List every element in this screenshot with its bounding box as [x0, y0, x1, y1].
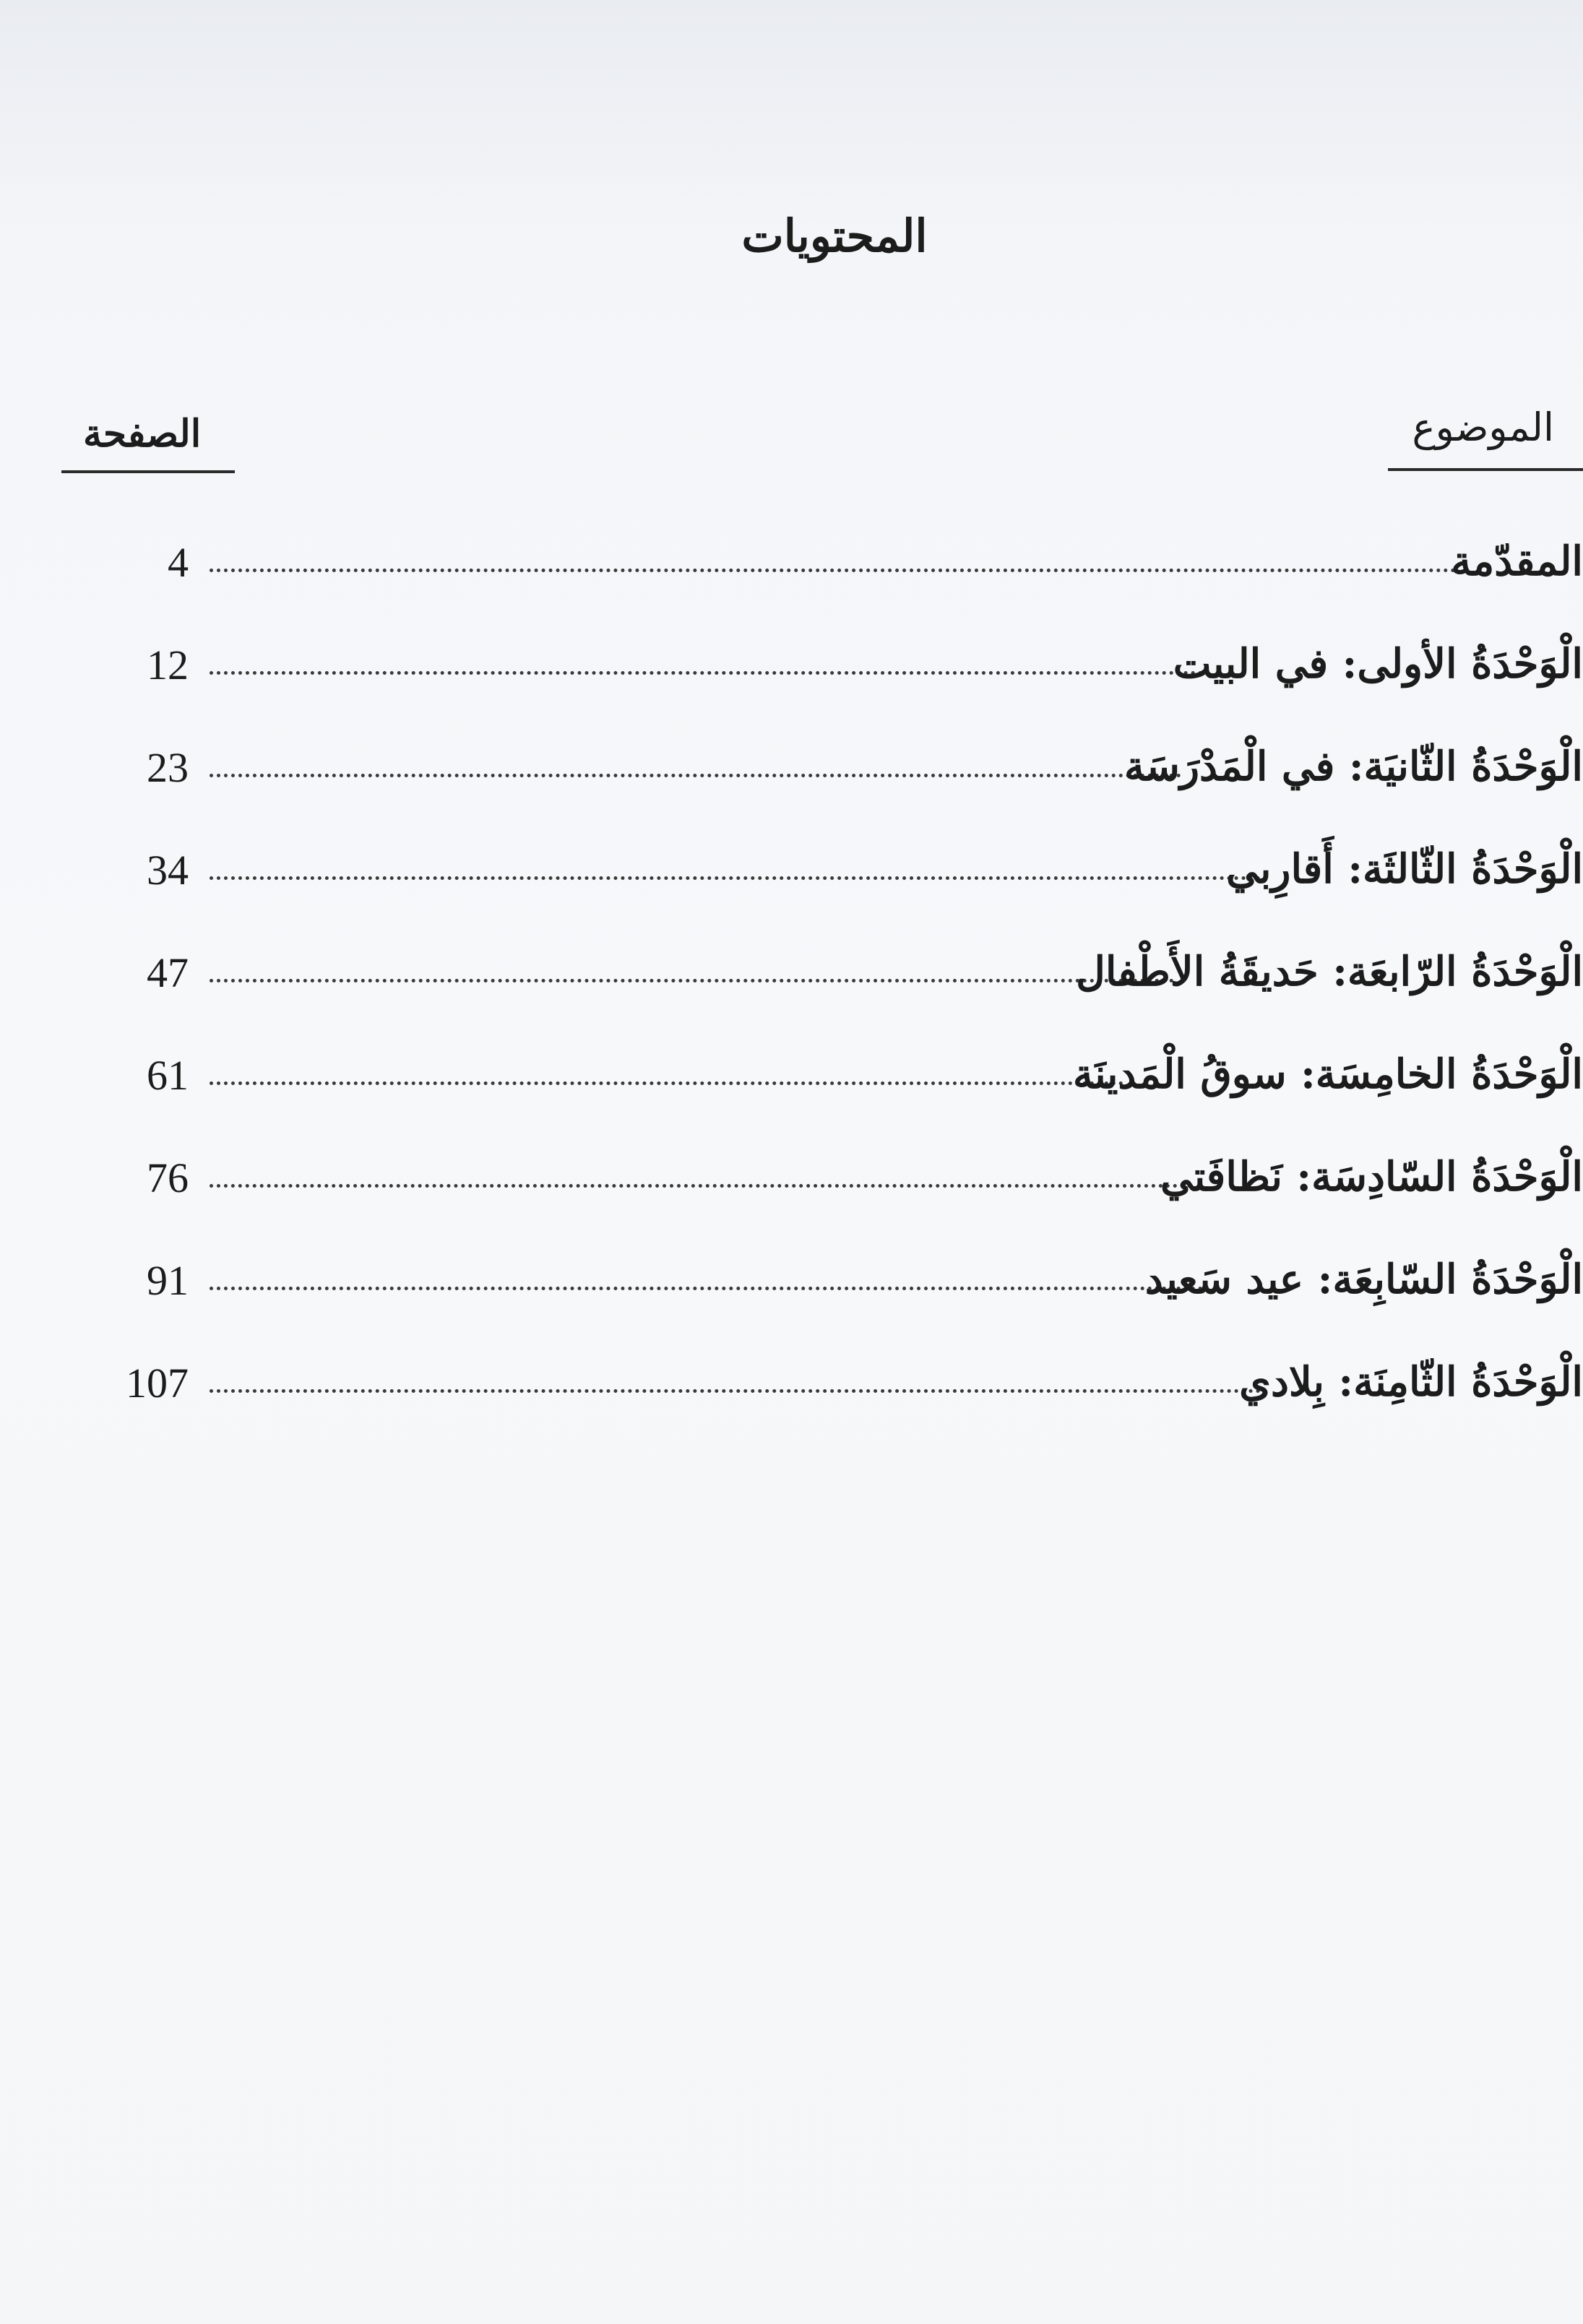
toc-entry-unit-2[interactable]: [0, 711, 1583, 798]
toc-page-number: 34: [147, 847, 189, 894]
toc-entry-title: الْوَحْدَةُ السّابِعَة: عيد سَعيد: [1144, 1256, 1583, 1303]
toc-leader-dots: [210, 876, 1268, 880]
toc-entry-title: الْوَحْدَةُ السّادِسَة: نَظافَتي: [1160, 1153, 1583, 1201]
toc-page-number: 4: [168, 539, 189, 586]
toc-entry-unit-1[interactable]: [0, 608, 1583, 695]
toc-page-number: 47: [147, 949, 189, 996]
toc-entry-unit-7[interactable]: [0, 1224, 1583, 1310]
toc-leader-dots: [210, 671, 1210, 675]
toc-page-number: 91: [147, 1257, 189, 1304]
toc-page-number: 12: [147, 642, 189, 688]
toc-entry-title: الْوَحْدَةُ الثّامِنَة: بِلادي: [1239, 1358, 1583, 1406]
toc-entry-introduction[interactable]: [0, 506, 1583, 592]
page-header-underline: [61, 470, 235, 473]
page-title: المحتويات: [741, 209, 928, 262]
toc-entry-title: الْوَحْدَةُ الخامِسَة: سوقُ الْمَدينَة: [1072, 1050, 1583, 1098]
toc-page-number: 107: [126, 1360, 189, 1407]
toc-leader-dots: [210, 1081, 1123, 1085]
toc-page-number: 23: [147, 744, 189, 791]
toc-entry-unit-8[interactable]: [0, 1326, 1583, 1413]
toc-leader-dots: [210, 979, 1174, 982]
toc-page-number: 76: [147, 1154, 189, 1201]
toc-page-number: 61: [147, 1052, 189, 1099]
toc-entry-title: المقدّمة: [1451, 537, 1583, 585]
toc-leader-dots: [210, 569, 1456, 572]
toc-entry-unit-6[interactable]: [0, 1121, 1583, 1208]
toc-leader-dots: [210, 1287, 1203, 1290]
toc-leader-dots: [210, 1184, 1192, 1188]
toc-entry-title: الْوَحْدَةُ الأولى: في البيت: [1173, 640, 1583, 688]
toc-entry-title: الْوَحْدَةُ الثّانيَة: في الْمَدْرَسَة: [1124, 743, 1583, 790]
page-column-header: الصفحة: [83, 412, 202, 456]
topic-header-underline: [1388, 468, 1583, 471]
toc-entry-title: الْوَحْدَةُ الثّالثَة: أَقارِبي: [1226, 845, 1583, 893]
toc-entry-unit-5[interactable]: [0, 1019, 1583, 1105]
toc-entry-unit-4[interactable]: [0, 916, 1583, 1003]
toc-leader-dots: [210, 774, 1181, 777]
toc-entry-title: الْوَحْدَةُ الرّابعَة: حَديقَةُ الأَطْفال: [1076, 948, 1583, 995]
toc-entry-unit-3[interactable]: [0, 813, 1583, 900]
toc-leader-dots: [210, 1389, 1268, 1393]
topic-column-header: الموضوع: [1412, 405, 1554, 450]
